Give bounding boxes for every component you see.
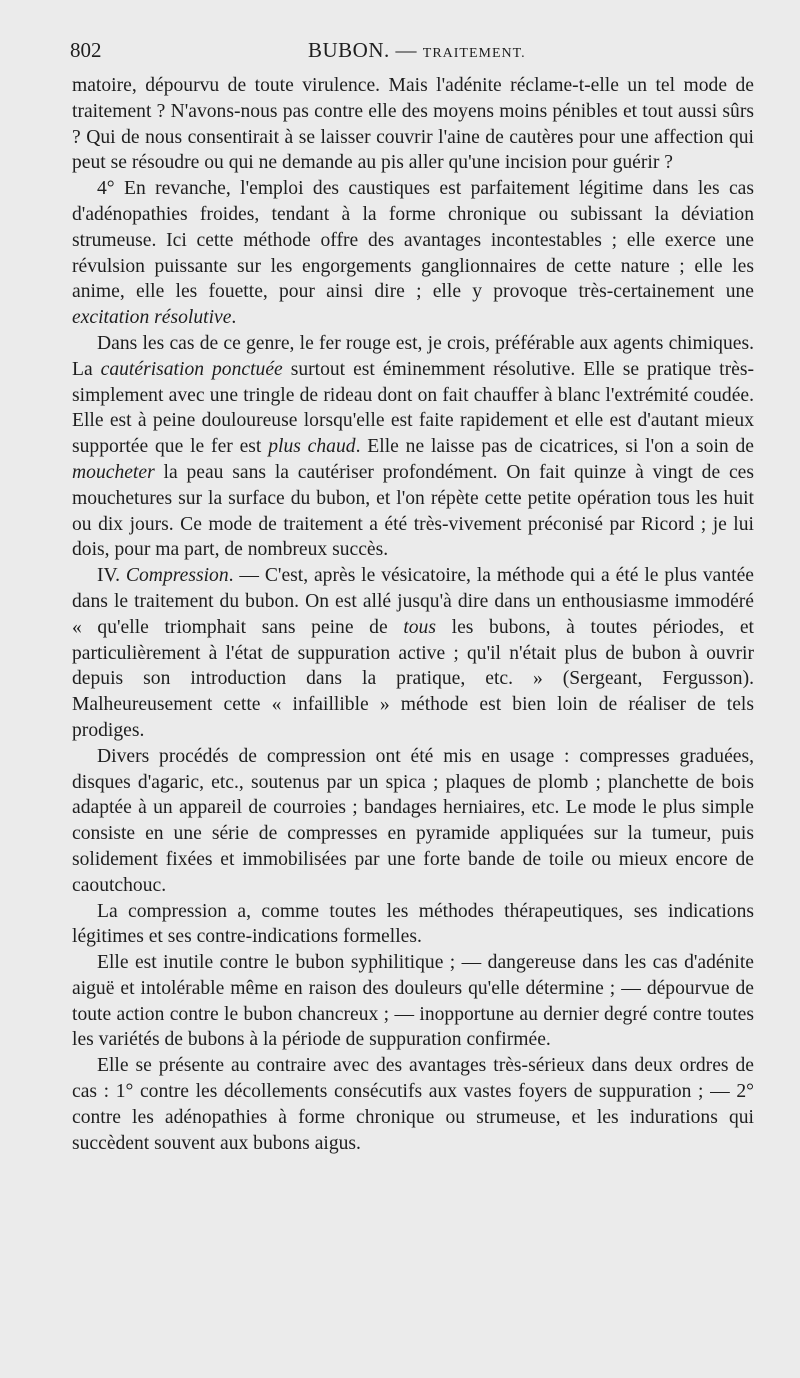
paragraph: [72, 331, 754, 563]
paragraph-text: . — C'est, après le vésicatoire, la méthode qui a été le plus vantée dans le traitement du bubon. On est allé jusqu'à dire dans un enthousiasme immodéré « qu'elle triomphait sans peine de: [72, 565, 754, 638]
section-heading: Compression: [125, 565, 229, 587]
paragraph: [72, 176, 754, 331]
paragraph: [72, 1053, 754, 1156]
italic-term: moucheter: [72, 461, 155, 483]
paragraph: [72, 950, 754, 1053]
paragraph: [72, 73, 754, 176]
section-numeral: IV.: [97, 565, 121, 587]
paragraph-text: matoire, dépourvu de toute virulence. Mais l'adénite réclame-t-elle un tel mode de traitement ? N'avons-nous pas contre elle des moyens moins pénibles et tout aussi sûrs ? Qui de nous consentirait à se laisser couvrir l'aine de cautères pour une affection qui peut se résoudre ou qui ne demande au pis aller qu'une incision pour guérir ?: [72, 75, 754, 174]
paragraph-text: Dans les cas de ce genre, le fer rouge est, je crois, préférable aux agents chimiques. La: [72, 332, 754, 380]
running-title: [308, 38, 526, 63]
paragraph-text: Elle se présente au contraire avec des avantages très-sérieux dans deux ordres de cas : 1° contre les décollements consécutifs aux vastes foyers de suppuration ; — 2° contre les adénopathies à forme chronique ou strumeuse, et les indurations qui succèdent souvent aux bubons aigus.: [72, 1055, 754, 1154]
paragraph-text: Elle est inutile contre le bubon syphilitique ; — dangereuse dans les cas d'adénite aiguë et intolérable même en raison des douleurs qu'elle détermine ; — dépourvue de toute action contre le bubon chancreux ; — inopportune au dernier degré contre toutes les variétés de bubons à la période de suppuration confirmée.: [72, 952, 754, 1051]
paragraph-text: surtout est éminemment résolutive. Elle se pratique très-simplement avec une tringle de rideau dont on fait chauffer à blanc l'extrémité coudée. Elle est à peine douloureuse lorsqu'elle est faite rapidement et elle est d'autant mieux supportée que le fer est: [72, 358, 754, 458]
paragraph-text: . Elle ne laisse pas de cicatrices, si l'on a soin de: [355, 436, 754, 458]
paragraph-text: 4° En revanche, l'emploi des caustiques est parfaitement légitime dans les cas d'adénopathies froides, tendant à la forme chronique ou subissant la déviation strumeuse. Ici cette méthode offre des avantages incontestables ; elle exerce une révulsion puissante sur les engorgements ganglionnaires de cette nature ; elle les anime, elle les fouette, pour ainsi dire ; elle y provoque très-certainement une: [72, 178, 754, 303]
running-title-separator: —: [395, 38, 418, 62]
running-header: [70, 38, 762, 68]
paragraph-text: Divers procédés de compression ont été mis en usage : compresses graduées, disques d'agaric, etc., soutenus par un spica ; plaques de plomb ; planchette de bois adaptée à un appareil de courroies ; bandages herniaires, etc. Le mode le plus simple consiste en une série de compresses en pyramide appliquées sur la tumeur, puis solidement fixées et immobilisées par une forte bande de toile ou mieux encore de caoutchouc.: [72, 745, 754, 896]
paragraph: [72, 563, 754, 744]
paragraph-text: .: [231, 307, 237, 329]
paragraph-text: La compression a, comme toutes les méthodes thérapeutiques, ses indications légitimes et ses contre-indications formelles.: [72, 900, 754, 948]
italic-term: cautérisation ponctuée: [100, 358, 283, 380]
paragraph: [72, 744, 754, 899]
paragraph-text: les bubons, à toutes périodes, et particulièrement à l'état de suppuration active ; qu'il n'était plus de bubon à ouvrir depuis son introduction dans la pratique, etc. » (Sergeant, Fergusson). Malheureusement cette « infaillible » méthode est bien loin de réaliser de tels prodiges.: [72, 616, 754, 741]
italic-term: plus chaud: [268, 436, 356, 458]
paragraph: [72, 899, 754, 951]
italic-term: tous: [403, 616, 436, 638]
running-title-section: TRAITEMENT.: [422, 46, 526, 61]
paragraph-text: la peau sans la cautériser profondément. On fait quinze à vingt de ces mouchetures sur la surface du bubon, et l'on répète cette petite opération tous les huit ou dix jours. Ce mode de traitement a été très-vivement préconisé par Ricord ; je lui dois, pour ma part, de nombreux succès.: [72, 461, 754, 561]
running-title-main: BUBON.: [308, 38, 390, 62]
body-text: [72, 73, 754, 1156]
page-number: 802: [70, 38, 102, 62]
italic-term: excitation résolutive: [72, 307, 232, 329]
